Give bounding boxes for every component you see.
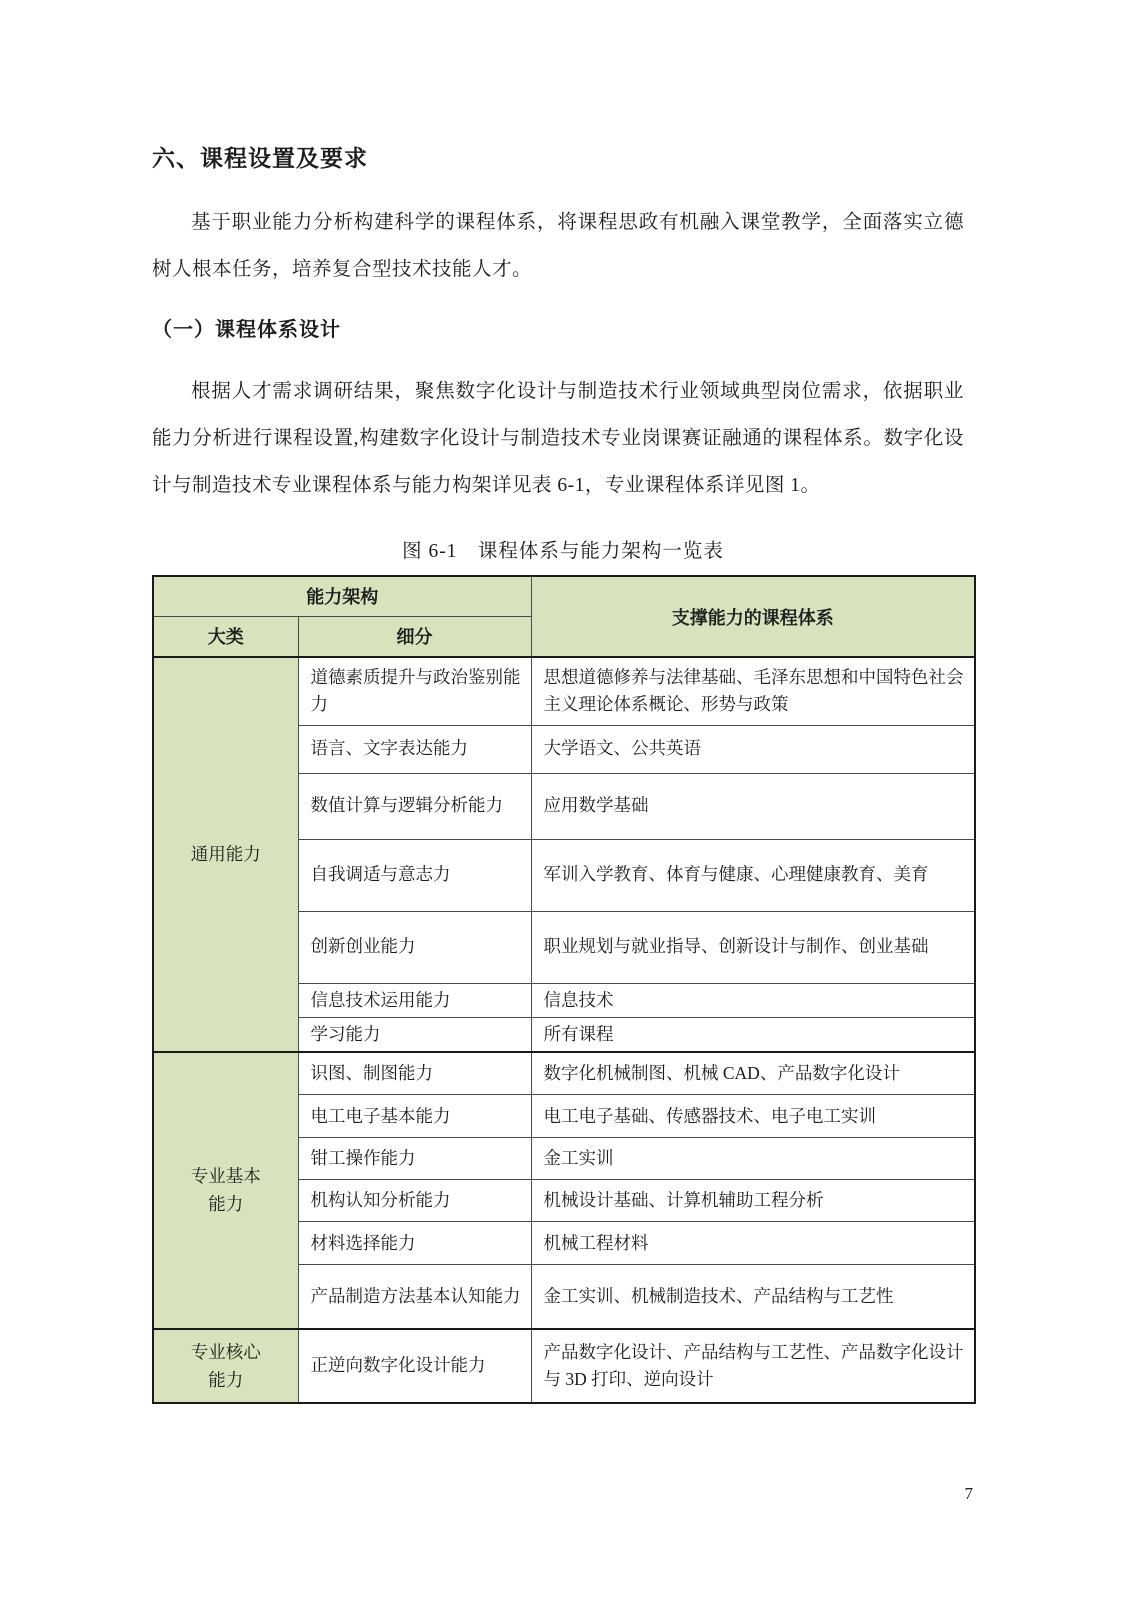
category-cell: [153, 1329, 298, 1403]
ability-cell: 创新创业能力: [298, 911, 531, 983]
courses-cell: 金工实训: [531, 1138, 975, 1180]
subsection-heading: （一）课程体系设计: [152, 319, 341, 341]
courses-cell: 机械设计基础、计算机辅助工程分析: [531, 1180, 975, 1222]
table-caption: 图 6-1 课程体系与能力架构一览表: [402, 541, 724, 562]
ability-cell: 机构认知分析能力: [298, 1180, 531, 1222]
table-header: [153, 576, 975, 657]
paragraph-curriculum-design: 根据人才需求调研结果，聚焦数字化设计与制造技术行业领域典型岗位需求，依据职业能力分析进行课程设置,构建数字化设计与制造技术专业岗课赛证融通的课程体系。数字化设计与制造技术专业课程体系与能力构架详见表 6-1，专业课程体系详见图 1。: [152, 381, 964, 496]
courses-cell: 金工实训、机械制造技术、产品结构与工艺性: [531, 1265, 975, 1329]
header-capability: 能力架构: [153, 576, 531, 616]
courses-cell: 机械工程材料: [531, 1222, 975, 1265]
category-label: 专业核心能力: [190, 1341, 261, 1390]
header-support-courses: 支撑能力的课程体系: [531, 576, 975, 657]
table-row: [153, 1329, 975, 1403]
page-number: 7: [964, 1484, 973, 1503]
category-cell: [153, 657, 298, 1052]
courses-cell: 信息技术: [531, 983, 975, 1017]
category-label: 通用能力: [190, 844, 261, 865]
courses-cell: 数字化机械制图、机械 CAD、产品数字化设计: [531, 1052, 975, 1095]
courses-cell: 思想道德修养与法律基础、毛泽东思想和中国特色社会主义理论体系概论、形势与政策: [531, 657, 975, 725]
ability-cell: 信息技术运用能力: [298, 983, 531, 1017]
header-row-capability: [153, 576, 975, 616]
ability-cell: 数值计算与逻辑分析能力: [298, 773, 531, 839]
category-cell: [153, 1052, 298, 1329]
table-row: [153, 657, 975, 725]
courses-cell: 电工电子基础、传感器技术、电子电工实训: [531, 1095, 975, 1138]
courses-cell: 所有课程: [531, 1017, 975, 1052]
ability-cell: 识图、制图能力: [298, 1052, 531, 1095]
category-label: 专业基本能力: [190, 1166, 261, 1215]
ability-cell: 学习能力: [298, 1017, 531, 1052]
table-body: [153, 657, 975, 1403]
courses-cell: 大学语文、公共英语: [531, 725, 975, 773]
courses-cell: 军训入学教育、体育与健康、心理健康教育、美育: [531, 839, 975, 911]
ability-cell: 产品制造方法基本认知能力: [298, 1265, 531, 1329]
header-subdivision: 细分: [298, 616, 531, 657]
capability-course-table: [152, 575, 976, 1404]
courses-cell: 职业规划与就业指导、创新设计与制作、创业基础: [531, 911, 975, 983]
paragraph-intro: 基于职业能力分析构建科学的课程体系，将课程思政有机融入课堂教学，全面落实立德树人根本任务，培养复合型技术技能人才。: [152, 212, 964, 280]
courses-cell: 产品数字化设计、产品结构与工艺性、产品数字化设计与 3D 打印、逆向设计: [531, 1329, 975, 1403]
table-row: [153, 1052, 975, 1095]
section-heading: 六、课程设置及要求: [152, 145, 368, 171]
ability-cell: 自我调适与意志力: [298, 839, 531, 911]
courses-cell: 应用数学基础: [531, 773, 975, 839]
header-category: 大类: [153, 616, 298, 657]
ability-cell: 钳工操作能力: [298, 1138, 531, 1180]
ability-cell: 道德素质提升与政治鉴别能力: [298, 657, 531, 725]
ability-cell: 正逆向数字化设计能力: [298, 1329, 531, 1403]
ability-cell: 电工电子基本能力: [298, 1095, 531, 1138]
ability-cell: 语言、文字表达能力: [298, 725, 531, 773]
ability-cell: 材料选择能力: [298, 1222, 531, 1265]
